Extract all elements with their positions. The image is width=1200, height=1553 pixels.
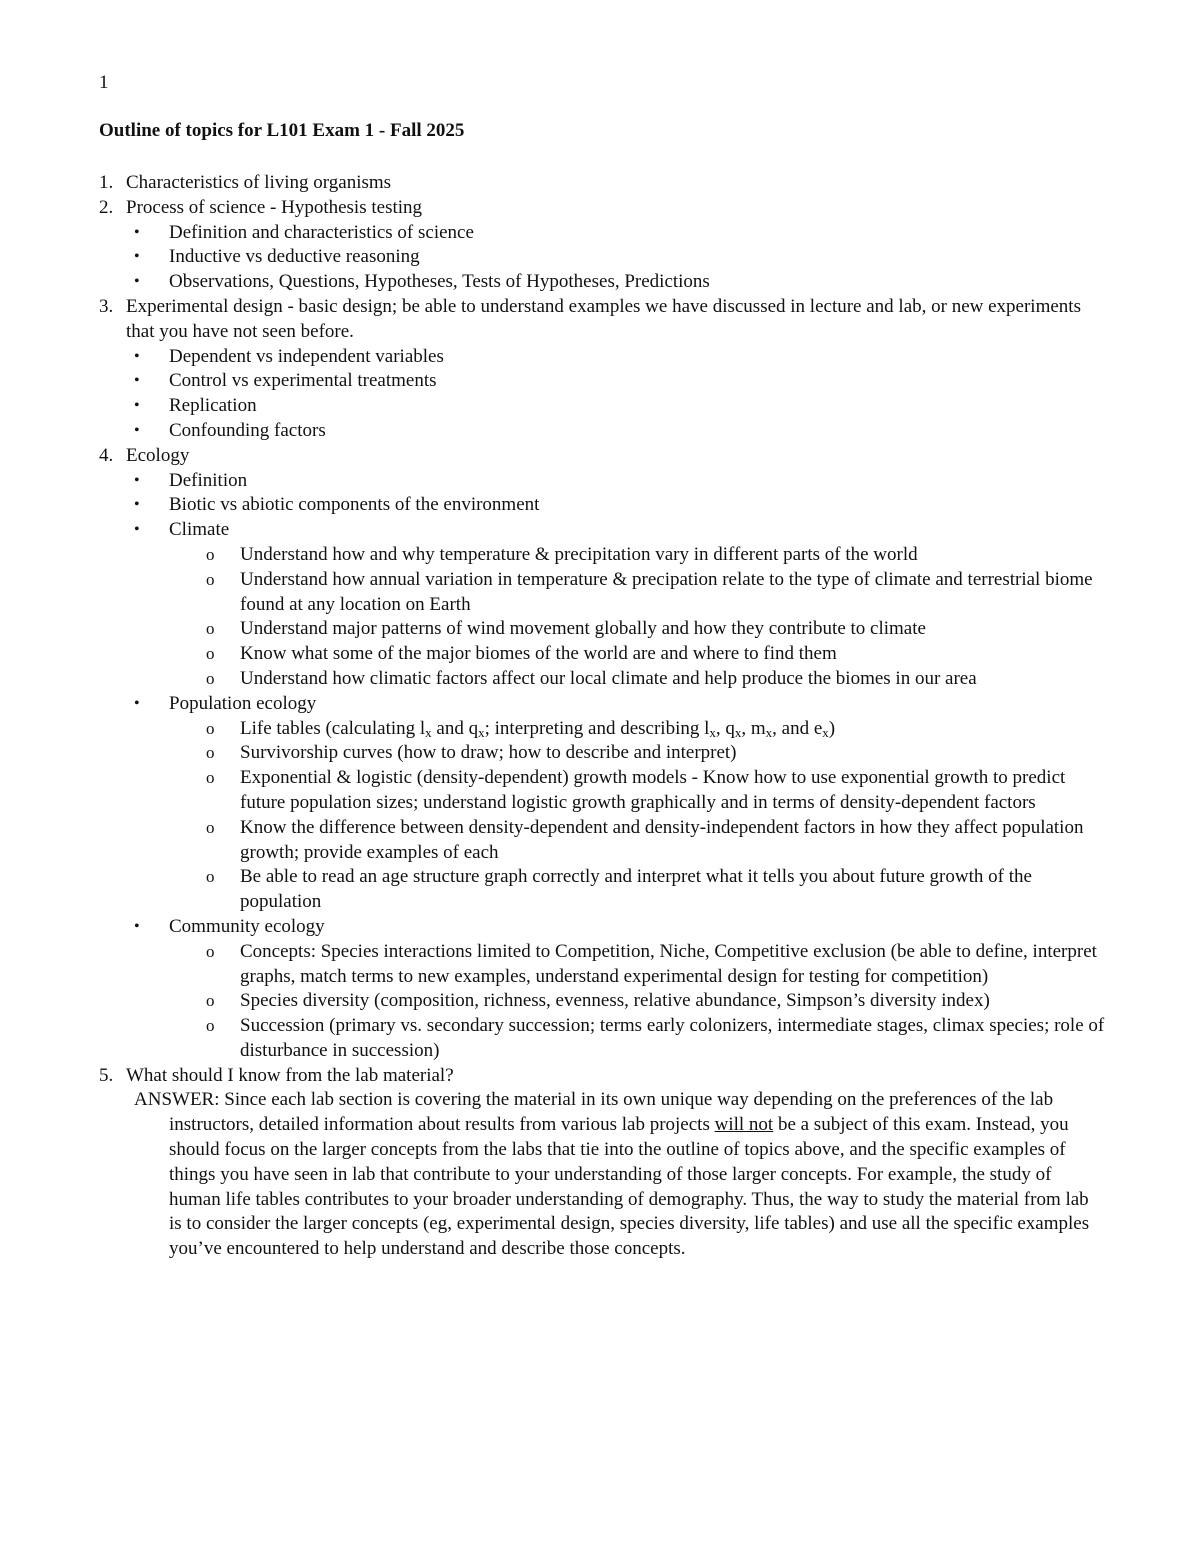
subscript-x: x [425,724,432,740]
sub-bullet-text: Understand how annual variation in temperature & precipation relate to the type of climate and terrestrial biome found at any location on Earth [240,568,1093,615]
bullet-item [0,394,1106,419]
circle-bullet-icon: o [206,619,215,639]
outline-item-2 [0,196,1106,221]
sub-bullet-item [0,1014,1106,1064]
sub-bullet-item [0,568,1106,618]
bullet-item [0,345,1106,370]
sub-bullet-item-life-tables [0,717,1106,742]
text-segment: , and e [772,717,823,739]
sub-bullet-text: Concepts: Species interactions limited to Competition, Niche, Competitive exclusion (be able to define, interpret graphs, match terms to new examples, understand experimental design for testing for competition) [240,940,1097,987]
sub-bullet-item [0,816,1106,866]
circle-bullet-icon: o [206,544,215,564]
bullet-item [0,469,1106,494]
bullet-text: Biotic vs abiotic components of the environment [169,494,540,516]
item-number: 2. [99,196,114,218]
circle-bullet-icon: o [206,743,215,763]
circle-bullet-icon: o [206,668,215,688]
circle-bullet-icon: o [206,1016,215,1036]
bullet-item-population [0,692,1106,717]
circle-bullet-icon: o [206,817,215,837]
bullet-item-climate [0,518,1106,543]
bullet-item [0,419,1106,444]
bullet-text: Definition and characteristics of science [169,221,474,243]
circle-bullet-icon: o [206,768,215,788]
circle-bullet-icon: o [206,941,215,961]
subscript-x: x [734,724,742,740]
bullet-text: Community ecology [169,915,325,937]
sub-bullet-text: Understand major patterns of wind movement globally and how they contribute to climate [240,618,926,640]
item-number: 1. [99,172,114,193]
item-number: 4. [99,444,114,466]
outline-item-4 [0,444,1106,469]
sub-bullet-text: Know the difference between density-dependent and density-independent factors in how they affect population growth; provide examples of each [240,816,1084,863]
bullet-item-community [0,915,1106,940]
bullet-item [0,369,1106,394]
text-segment: ; interpreting and describing l [484,717,710,739]
text-segment: and q [431,717,479,739]
bullet-icon: • [134,917,140,935]
answer-text: ANSWER: Since each lab section is covering the material in its own unique way depending on the preferences of the lab instructors, detailed information about results from various lab projects [134,1089,1054,1136]
item-text: Experimental design - basic design; be able to understand examples we have discussed in lecture and lab, or new experiments that you have not seen before. [126,295,1081,342]
sub-bullet-item [0,940,1106,990]
bullet-icon: • [134,496,140,514]
bullet-icon: • [134,471,140,489]
circle-bullet-icon: o [206,867,215,887]
bullet-icon: • [134,694,140,712]
answer-text: be a subject of this exam. Instead, you should focus on the larger concepts from the labs that tie into the outline of topics above, and the specific examples of things you have seen in lab that contribute to your understanding of those larger concepts. For example, the study of human life tables contributes to your broader understanding of demography. Thus, the way to study the material from lab is to consider the larger concepts (eg, experimental design, species diversity, life tables) and use all the specific examples you’ve encountered to help understand and describe those concepts. [169,1114,1090,1260]
subscript-x: x [709,724,716,740]
circle-bullet-icon: o [206,644,215,664]
subscript-x: x [822,724,829,740]
bullet-icon: • [134,372,140,390]
item-text: Characteristics of living organisms [126,172,392,193]
life-tables-text [240,718,835,739]
sub-bullet-item [0,642,1106,667]
subscript-x: x [478,724,485,740]
sub-bullet-text: Know what some of the major biomes of the world are and where to find them [240,643,837,665]
item-number: 5. [99,1064,114,1086]
sub-bullet-text: Survivorship curves (how to draw; how to describe and interpret) [240,742,737,764]
bullet-icon: • [134,521,140,539]
sub-bullet-item [0,989,1106,1014]
bullet-icon: • [134,347,140,365]
document-title: Outline of topics for L101 Exam 1 - Fall 2025 [99,120,465,141]
bullet-text: Inductive vs deductive reasoning [169,246,420,268]
circle-bullet-icon: o [206,991,215,1011]
bullet-text: Climate [169,519,230,541]
item-text: Ecology [126,444,190,466]
sub-bullet-item [0,741,1106,766]
bullet-icon: • [134,223,140,241]
sub-bullet-item [0,617,1106,642]
page-number: 1 [99,72,109,93]
bullet-item [0,270,1106,295]
bullet-text: Control vs experimental treatments [169,370,437,392]
item-text: Process of science - Hypothesis testing [126,196,423,218]
sub-bullet-text: Be able to read an age structure graph correctly and interpret what it tells you about future growth of the population [240,866,1032,913]
topic-outline [0,171,1200,1262]
bullet-text: Replication [169,395,257,417]
bullet-item [0,245,1106,270]
sub-bullet-item [0,766,1106,816]
underlined-text: will not [714,1114,774,1136]
sub-bullet-text: Understand how climatic factors affect our local climate and help produce the biomes in our area [240,667,977,689]
item-text: What should I know from the lab material? [126,1064,454,1086]
bullet-item [0,221,1106,246]
subscript-x: x [765,724,773,740]
answer-paragraph [0,1088,1099,1262]
text-segment: , m [741,717,766,739]
sub-bullet-text: Succession (primary vs. secondary succession; terms early colonizers, intermediate stages, climax species; role of disturbance in succession) [240,1015,1105,1061]
bullet-text: Confounding factors [169,419,326,441]
text-segment: ) [828,717,836,739]
bullet-icon: • [134,421,140,439]
circle-bullet-icon: o [206,718,215,738]
sub-bullet-item [0,667,1106,692]
sub-bullet-text: Species diversity (composition, richness, evenness, relative abundance, Simpson’s diversity index) [240,990,990,1012]
bullet-text: Observations, Questions, Hypotheses, Tests of Hypotheses, Predictions [169,271,710,293]
text-segment: , q [715,717,735,739]
sub-bullet-item [0,543,1106,568]
bullet-item [0,493,1106,518]
outline-item-1 [0,171,1106,196]
outline-item-5 [0,1064,1106,1089]
item-number: 3. [99,295,114,317]
circle-bullet-icon: o [206,569,215,589]
bullet-icon: • [134,248,140,266]
bullet-icon: • [134,273,140,291]
bullet-text: Population ecology [169,692,317,714]
bullet-icon: • [134,397,140,415]
sub-bullet-item [0,865,1106,915]
text-segment: Life tables (calculating l [240,717,426,739]
sub-bullet-text: Exponential & logistic (density-dependent) growth models - Know how to use exponential growth to predict future population sizes; understand logistic growth graphically and in terms of density-dependent factors [240,767,1066,813]
bullet-text: Dependent vs independent variables [169,345,444,367]
outline-item-3 [0,295,1106,345]
bullet-text: Definition [169,469,248,491]
sub-bullet-text: Understand how and why temperature & precipitation vary in different parts of the world [240,543,918,565]
